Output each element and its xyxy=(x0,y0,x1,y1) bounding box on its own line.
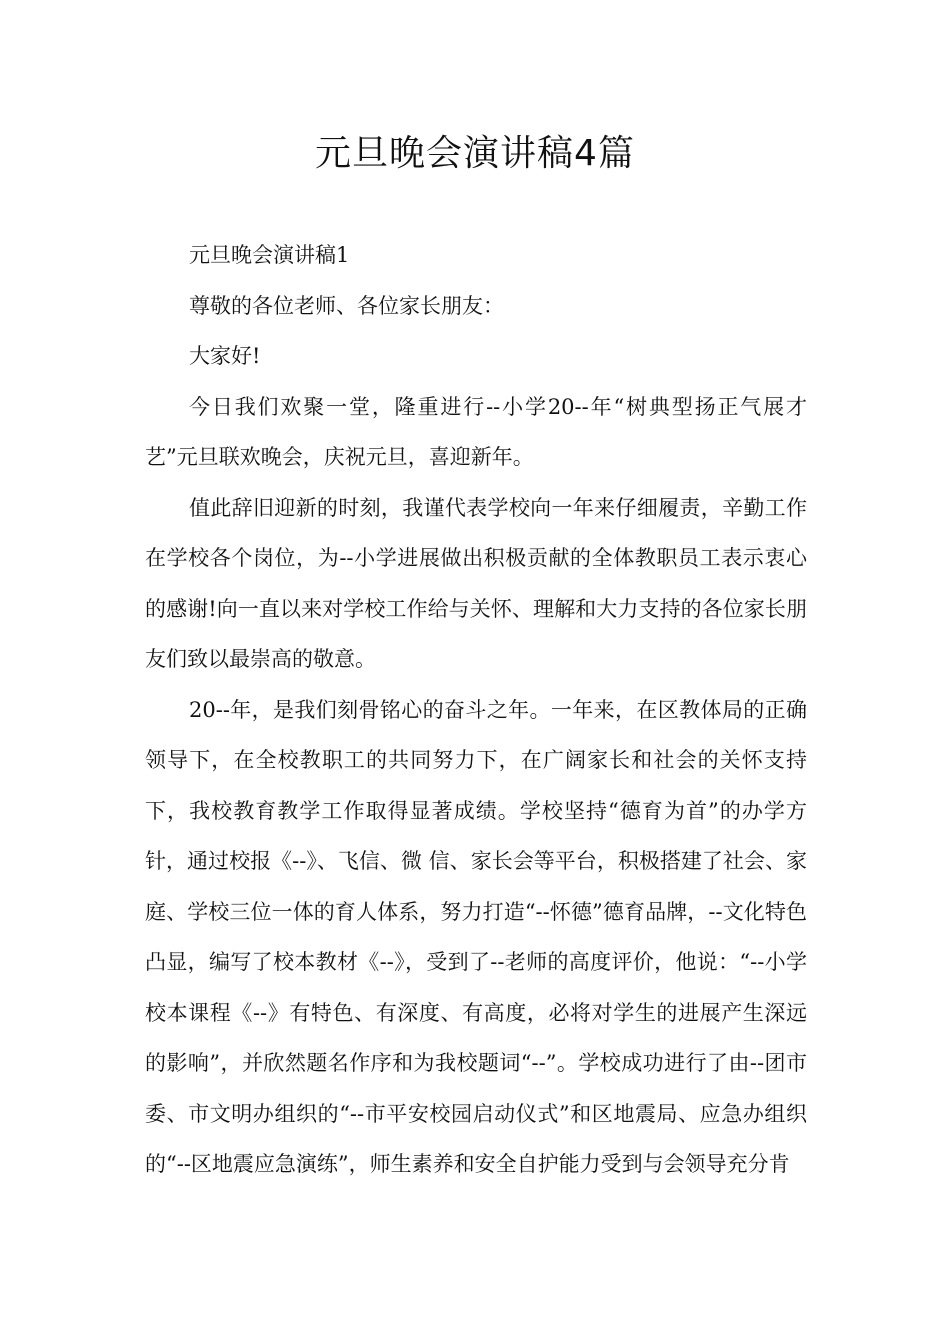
paragraph-salutation: 尊敬的各位老师、各位家长朋友： xyxy=(189,293,504,318)
paragraph-intro: 今日我们欢聚一堂，隆重进行--小学20--年“树典型扬正气展才艺”元旦联欢晚会，庆祝元旦，喜迎新年。 xyxy=(145,394,807,469)
document-title: 元旦晚会演讲稿4篇 xyxy=(315,133,635,174)
paragraph-achievements: 20--年，是我们刻骨铭心的奋斗之年。一年来，在区教体局的正确领导下，在全校教职工的共同努力下，在广阔家长和社会的关怀支持下，我校教育教学工作取得显著成绩。学校坚持“德育为首”的办学方针，通过校报《--》、飞信、微 信、家长会等平台，积极搭建了社会、家庭、学校三位一体的育人体系，努力打造“--怀德”德育品牌，--文化特色凸显，编写了校本教材《--》，受到了--老师的高度评价，他说：“--小学校本课程《--》有特色、有深度、有高度，必将对学生的进展产生深远的影响”，并欣然题名作序和为我校题词“--”。学校成功进行了由--团市委、市文明办组织的“--市平安校园启动仪式”和区地震局、应急办组织的“--区地震应急演练”，师生素养和安全自护能力受到与会领导充分肯 xyxy=(145,697,807,1176)
document-body xyxy=(145,230,807,1190)
paragraph-thanks: 值此辞旧迎新的时刻，我谨代表学校向一年来仔细履责，辛勤工作在学校各个岗位，为--小学进展做出积极贡献的全体教职员工表示衷心的感谢!向一直以来对学校工作给与关怀、理解和大力支持的各位家长朋友们致以最崇高的敬意。 xyxy=(145,495,807,671)
paragraph-greeting: 大家好! xyxy=(189,344,261,368)
paragraph-subtitle: 元旦晚会演讲稿1 xyxy=(189,243,350,267)
